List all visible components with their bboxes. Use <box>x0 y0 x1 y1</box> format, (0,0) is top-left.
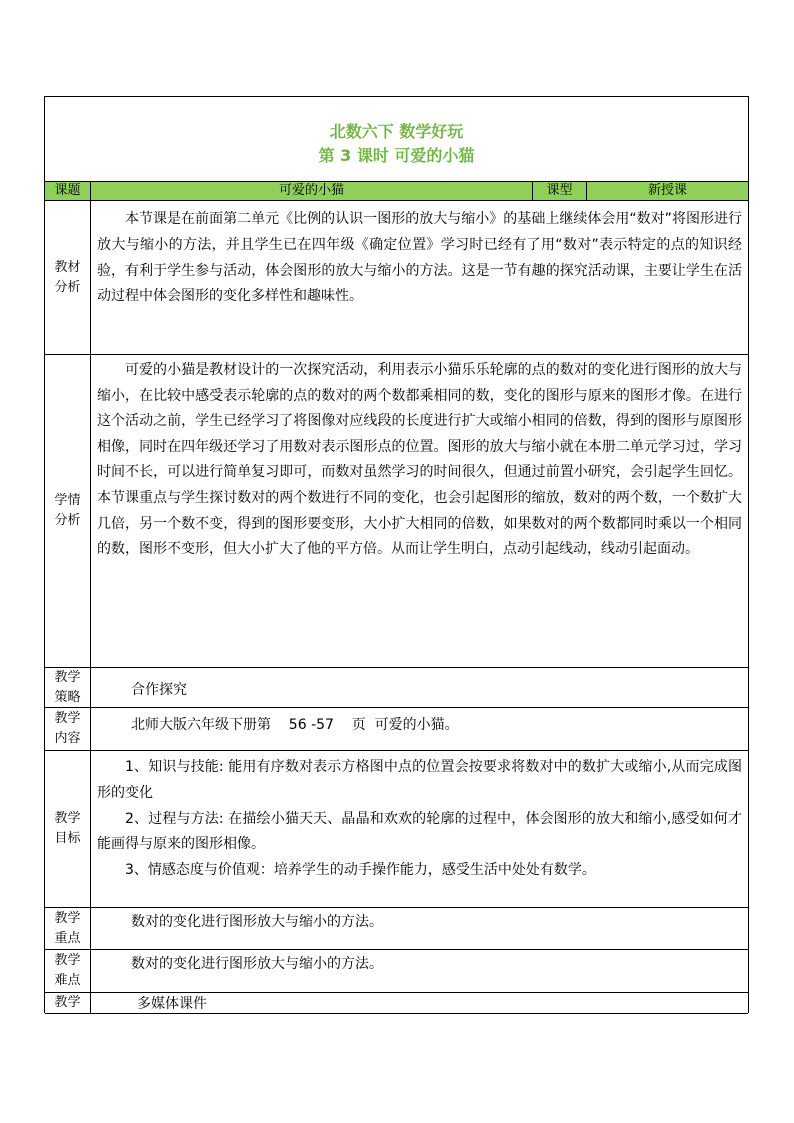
type-label: 课型 <box>533 182 587 200</box>
label-line: 分析 <box>54 513 81 528</box>
label-line: 教学 <box>54 995 81 1010</box>
strategy-row <box>45 668 748 708</box>
key-points-row <box>45 908 748 950</box>
goal-item: 3、情感态度与价值观：培养学生的动手操作能力，感受生活中处处有数学。 <box>125 862 596 879</box>
label-line: 分析 <box>54 279 81 295</box>
content-text: 北师大版六年级下册第 56 -57 页 可爱的小猫。 <box>131 717 459 733</box>
title-block <box>45 97 748 181</box>
type-value: 新授课 <box>587 182 748 200</box>
row-content <box>91 358 748 563</box>
label-line: 教学 <box>54 953 81 968</box>
resources-row <box>45 993 748 1014</box>
row-label <box>45 908 91 949</box>
row-label <box>45 950 91 992</box>
strategy-text: 合作探究 <box>131 682 187 698</box>
row-label <box>45 355 91 667</box>
row-label <box>45 751 91 907</box>
topic-value: 可爱的小猫 <box>91 182 533 200</box>
label-line: 策略 <box>54 689 81 705</box>
label-line: 教学 <box>54 669 81 685</box>
row-content <box>91 755 748 884</box>
student-analysis-row <box>45 355 748 668</box>
label-line: 教学 <box>54 711 81 726</box>
goal-item: 2、过程与方法: 在描绘小猫天天、晶晶和欢欢的轮廓的过程中，体会图形的放大和缩小,感受如何才能画得与原来的图形相像。 <box>97 810 742 853</box>
goals-row <box>45 751 748 908</box>
label-line: 内容 <box>54 731 81 746</box>
textbook-analysis-text: 本节课是在前面第二单元《比例的认识一图形的放大与缩小》的基础上继续体会用“数对”将图形进行放大与缩小的方法，并且学生已在四年级《确定位置》学习时已经有了用“数对”表示特定的点的知识经验，有利于学生参与活动，体会图形的放大与缩小的方法。这是一节有趣的探究活动课，主要让学生在活动过程中体会图形的变化多样性和趣味性。 <box>97 211 742 305</box>
topic-label: 课题 <box>45 182 91 200</box>
row-label <box>45 708 91 750</box>
goal-item: 1、知识与技能: 能用有序数对表示方格图中点的位置会按要求将数对中的数扩大或缩小,从而完成图形的变化 <box>97 759 742 801</box>
label-line: 难点 <box>54 973 81 988</box>
document-title: 北数六下 数学好玩 <box>329 122 464 141</box>
label-line: 教学 <box>54 811 81 826</box>
student-analysis-text: 可爱的小猫是教材设计的一次探究活动，利用表示小猫乐乐轮廓的点的数对的变化进行图形的放大与缩小，在比较中感受表示轮廓的点的数对的两个数都乘相同的数，变化的图形与原来的图形才像。在进行这个活动之前，学生已经学习了将图像对应线段的长度进行扩大或缩小相同的倍数，得到的图形与原图形相像，同时在四年级还学习了用数对表示图形点的位置。图形的放大与缩小就在本册二单元学习过，学习时间不长，可以进行简单复习即可，而数对虽然学习的时间很久，但通过前置小研究，会引起学生回忆。本节课重点与学生探讨数对的两个数进行不同的变化，也会引起图形的缩放，数对的两个数，一个数扩大几倍，另一个数不变，得到的图形要变形，大小扩大相同的倍数，如果数对的两个数都同时乘以一个相同的数，图形不变形，但大小扩大了他的平方倍。从而让学生明白，点动引起线动，线动引起面动。 <box>97 362 742 558</box>
row-label <box>45 201 91 354</box>
lesson-plan-table <box>44 96 749 1013</box>
key-points-text: 数对的变化进行图形放大与缩小的方法。 <box>131 914 383 930</box>
content-row <box>45 708 748 751</box>
label-line: 重点 <box>54 930 81 946</box>
label-line: 教学 <box>54 910 81 926</box>
row-label <box>45 993 91 1013</box>
label-line: 学情 <box>54 493 81 508</box>
label-line: 目标 <box>54 831 81 846</box>
row-label <box>45 668 91 707</box>
label-line: 教材 <box>54 259 81 275</box>
lesson-title: 第 3 课时 可爱的小猫 <box>318 146 475 165</box>
difficulties-text: 数对的变化进行图形放大与缩小的方法。 <box>131 956 383 972</box>
textbook-analysis-row <box>45 201 748 355</box>
resources-text: 多媒体课件 <box>137 996 207 1012</box>
difficulties-row <box>45 950 748 993</box>
header-row <box>45 181 748 201</box>
row-content <box>91 207 748 310</box>
